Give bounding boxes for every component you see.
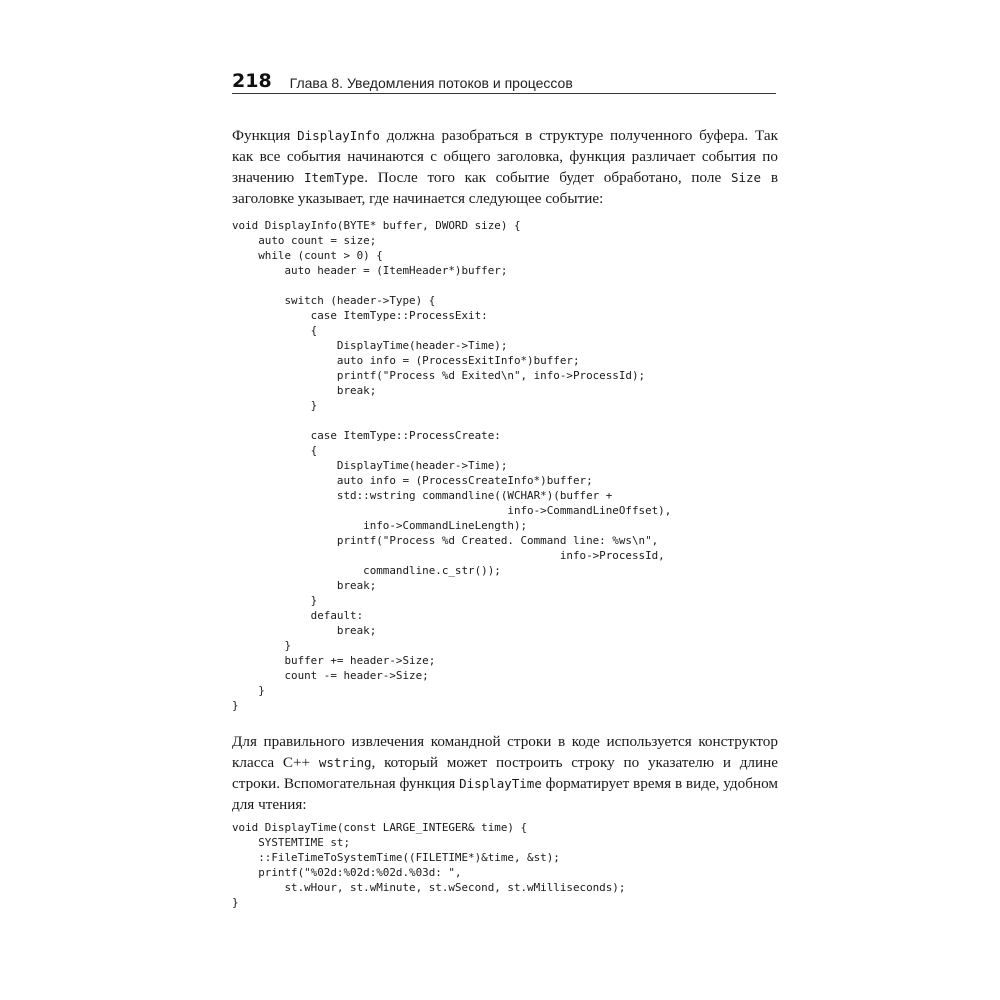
paragraph-text: в заголовке указывает, где начинается следующее событие: [232,169,778,207]
paragraph-display-info [232,125,778,209]
inline-code: DisplayInfo [297,128,380,143]
code-block-display-time: void DisplayTime(const LARGE_INTEGER& time) { SYSTEMTIME st; ::FileTimeToSystemTime((FILETIME*)&time, &st); printf("%02d:%02d:%02d.%03d: ", st.wHour, st.wMinute, st.wSecond, st.wMilliseconds); } [232,821,626,909]
paragraph-text: . После того как событие будет обработано, поле [364,169,731,186]
paragraph-text: должна разобраться в структуре полученного буфера. Так как все события начинаются с общего заголовка, функция различает события по значению [232,127,778,186]
paragraph-wstring [232,731,778,815]
paragraph-text: Функция [232,127,298,144]
running-header [232,66,776,92]
paragraph-text: , который может построить строку по указателю и длине строки. Вспомогательная функция [232,754,778,792]
page-number: 218 [232,70,272,92]
inline-code: Size [730,170,762,185]
code-block-display-info: void DisplayInfo(BYTE* buffer, DWORD size) { auto count = size; while (count > 0) { auto header = (ItemHeader*)buffer; switch (header->Type) { case ItemType::ProcessExit: { DisplayTime(header->Time); auto info = (ProcessExitInfo*)buffer; printf("Process %d Exited\n", info->ProcessId); break; } case ItemType::ProcessCreate: { DisplayTime(header->Time); auto info = (ProcessCreateInfo*)buffer; std::wstring commandline((WCHAR*)(buffer + info->CommandLineOffset), info->CommandLineLength); printf("Process %d Created. Command line: %ws\n", info->ProcessId, commandline.c_str()); break; } default: break; } buffer += header->Size; count -= header->Size; } } [232,219,672,712]
inline-code: ItemType [303,170,365,185]
inline-code: wstring [318,755,372,770]
header-rule [232,93,776,94]
paragraph-text: Для правильного извлечения командной строки в коде используется конструктор класса C++ [232,733,778,771]
chapter-title: Глава 8. Уведомления потоков и процессов [289,75,573,91]
paragraph-text: форматирует время в виде, удобном для чтения: [232,775,779,813]
inline-code: DisplayTime [459,776,542,791]
